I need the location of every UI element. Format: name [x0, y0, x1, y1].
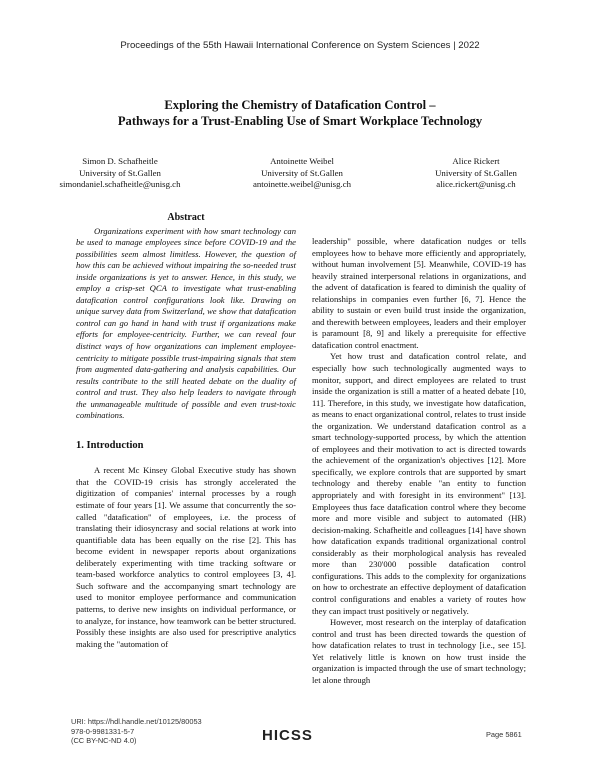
author-3 — [386, 156, 566, 191]
intro-paragraph-1: A recent Mc Kinsey Global Executive study has shown that the COVID-19 crisis has strongly accelerated the digitization of companies' internal processes by a rough estimate of four years [1]. We assume that concurrently the so-called "datafication" of employees, i.e. the process of translating their idiosyncrasy and social relations at work into quantifiable data has been equally on the rise [2]. This has become evident in newspaper reports about organizations deliberately experimenting with time tracking software or team-based workforce analytics to control employees [3, 4]. Such software and the accompanying smart technology are used to monitor employee performance and communication patterns, to derive new insights on individual performance, or to analyze, for instance, how teamwork can be better structured. Possibly these insights are also used for prescriptive analytics making the "automation of — [76, 465, 297, 649]
footer-url[interactable]: URI: https://hdl.handle.net/10125/80053 — [71, 717, 202, 726]
author-2 — [212, 156, 392, 191]
intro-paragraph-3: However, most research on the interplay of datafication control and trust has been directed towards the question of how datafication relates to trust in technology [i.e., see 15]. Yet relatively little is known on how trust inside the organization is impacted through the use of smart technology; let alone through — [312, 617, 526, 685]
author-name: Antoinette Weibel — [270, 156, 334, 166]
proceedings-header: Proceedings of the 55th Hawaii International Conference on System Sciences | 2022 — [120, 40, 480, 51]
introduction-heading: 1. Introduction — [76, 439, 144, 451]
intro-paragraph-1-continued: leadership" possible, where datafication nudges or tells employees how to behave more efficiently and appropriately, without human involvement [5]. Meanwhile, COVID-19 has heavily strained interpersonal relations in organizations, and the advent of datafication is feared to diminish the quality of relationships in companies even further [6, 7]. Hence the ability to sustain or even build trust inside the organization, and therewith between employees, leaders and their employer is paramount [8, 9] and likely a prerequisite for effective datafication control enactment. — [312, 236, 526, 350]
abstract-heading: Abstract — [167, 212, 205, 223]
author-1 — [30, 156, 210, 191]
title-line-2: Pathways for a Trust-Enabling Use of Smart Workplace Technology — [117, 114, 483, 128]
footer-publication-info — [71, 717, 202, 746]
page-number: Page 5861 — [486, 730, 522, 739]
intro-paragraph-2: Yet how trust and datafication control relate, and especially how such technologically augmented ways to monitor, support, and direct employees are related to trust inside the organization is still a matter of a heated debate [10, 11]. Therefore, in this study, we investigate how datafication, as means to enact organizational control, relates to trust inside the organization. We understand datafication control as a smart technology-supported process, by which the attention of employees and their motivation to act is directed towards the achievement of the organization's objectives [12]. More specifically, we explore controls that are supported by smart technology and thereby enable "an entity to function appropriately and with foresight in its environment" [13]. Employees thus face datafication control where they become more and more visible and subject to automated (HR) decision-making. Schafheitle and colleagues [14] have shown how datafication expands traditional organizational control considerably as their morphological analysis has revealed more than 230'000 possible datafication control configurations. This adds to the complexity for organizations on how to orchestrate an effective deployment of datafication control configurations and enables a variety of routes how they can impact trust positively or negatively. — [312, 351, 526, 616]
author-name: Alice Rickert — [452, 156, 500, 166]
footer-isbn: 978-0-9981331-5-7 — [71, 726, 135, 736]
abstract-text: Organizations experiment with how smart technology can be used to manage employees since before COVID-19 and the possibilities seem almost limitless. However, the question of how this can be achieved without impairing the so-needed trust inside organizations is yet to answer. Hence, in this study, we employ a crisp-set QCA to investigate what trust-enabling datafication control configurations look like. Drawing on unique survey data from Switzerland, we show that datafication control can go hand in hand with trust if organizations make efforts for employee-centricity. Further, we can reveal four distinct ways of how organizations can implement employee-centricity to mitigate possible trust-impairing signals that stem from augmented data-gathering and analysis capabilities. Our results contribute to the still heated debate on the duality of control and trust. They also help leaders to navigate through the unmanageable multitude of possible and even trust-toxic combinations. — [76, 225, 296, 421]
author-affiliation: University of St.Gallen — [435, 167, 517, 178]
hicss-logo: HICSS — [262, 727, 313, 744]
title-line-1: Exploring the Chemistry of Datafication Control – — [164, 98, 436, 112]
author-affiliation: University of St.Gallen — [79, 167, 161, 178]
author-name: Simon D. Schafheitle — [82, 156, 158, 166]
left-column — [76, 212, 296, 650]
right-column — [312, 236, 526, 686]
author-email: alice.rickert@unisg.ch — [436, 179, 516, 190]
author-email: antoinette.weibel@unisg.ch — [253, 179, 351, 190]
author-affiliation: University of St.Gallen — [261, 167, 343, 178]
footer-license: (CC BY-NC-ND 4.0) — [71, 736, 137, 746]
paper-title — [60, 97, 540, 129]
author-email: simondaniel.schafheitle@unisg.ch — [59, 179, 181, 190]
